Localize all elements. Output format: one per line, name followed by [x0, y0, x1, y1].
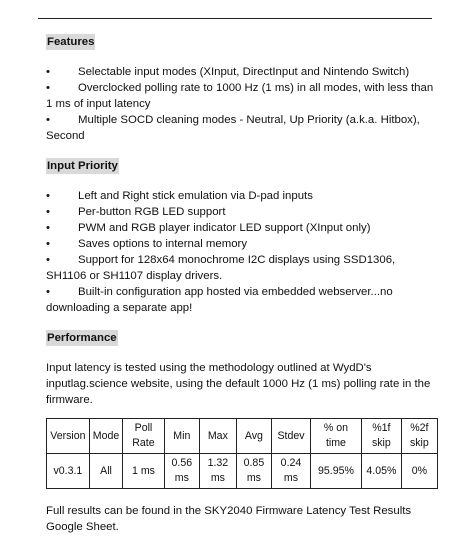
bullet-icon: •	[46, 190, 50, 202]
list-item: • Support for 128x64 monochrome I2C displays using SSD1306, SH1106 or SH1107 display drivers.	[46, 254, 396, 282]
latency-table	[46, 418, 438, 489]
table-cell: 0%	[401, 454, 437, 489]
column-header: Max	[200, 419, 237, 454]
bullet-icon: •	[46, 286, 50, 298]
list-item: • Built-in configuration app hosted via embedded webserver...no downloading a separate app!	[46, 286, 393, 314]
bullet-icon: •	[46, 206, 50, 218]
table-row	[47, 454, 438, 489]
list-item: • PWM and RGB player indicator LED support (XInput only)	[46, 222, 371, 234]
column-header: %2f skip	[401, 419, 437, 454]
column-header: Mode	[89, 419, 123, 454]
column-header: Version	[47, 419, 90, 454]
list-item: • Per-button RGB LED support	[46, 206, 226, 218]
table-cell: 4.05%	[362, 454, 402, 489]
list-item: • Overclocked polling rate to 1000 Hz (1 ms) in all modes, with less than 1 ms of input latency	[46, 82, 434, 110]
table-cell: 0.56 ms	[164, 454, 199, 489]
performance-intro: Input latency is tested using the methodology outlined at WydD's inputlag.science website, using the default 1000 Hz (1 ms) polling rate in the firmware.	[46, 362, 431, 406]
column-header: Min	[164, 419, 199, 454]
column-header: Stdev	[272, 419, 311, 454]
bullet-icon: •	[46, 222, 50, 234]
bullet-icon: •	[46, 114, 50, 126]
column-header: Poll Rate	[123, 419, 164, 454]
column-header: %1f skip	[362, 419, 402, 454]
performance-footer: Full results can be found in the SKY2040 Firmware Latency Test Results Google Sheet.	[46, 505, 412, 533]
bullet-icon: •	[46, 82, 50, 94]
table-cell: 0.85 ms	[236, 454, 271, 489]
column-header: Avg	[236, 419, 271, 454]
document-body	[46, 30, 438, 545]
bullet-icon: •	[46, 238, 50, 250]
input-priority-heading: Input Priority	[47, 160, 118, 172]
list-item: • Left and Right stick emulation via D-pad inputs	[46, 190, 313, 202]
performance-heading: Performance	[47, 332, 117, 344]
table-cell: 1.32 ms	[200, 454, 237, 489]
table-cell: All	[89, 454, 123, 489]
list-item: • Multiple SOCD cleaning modes - Neutral, Up Priority (a.k.a. Hitbox), Second	[46, 114, 420, 142]
column-header: % on time	[310, 419, 361, 454]
features-list	[46, 64, 438, 144]
table-cell: 1 ms	[123, 454, 164, 489]
table-cell: 95.95%	[310, 454, 361, 489]
list-item: • Saves options to internal memory	[46, 238, 248, 250]
features-heading: Features	[47, 36, 95, 48]
table-header-row	[47, 419, 438, 454]
list-item: • Selectable input modes (XInput, DirectInput and Nintendo Switch)	[46, 66, 410, 78]
bullet-icon: •	[46, 254, 50, 266]
top-divider	[38, 18, 432, 19]
bullet-icon: •	[46, 66, 50, 78]
table-cell: v0.3.1	[47, 454, 90, 489]
input-priority-list	[46, 188, 438, 316]
table-cell: 0.24 ms	[272, 454, 311, 489]
